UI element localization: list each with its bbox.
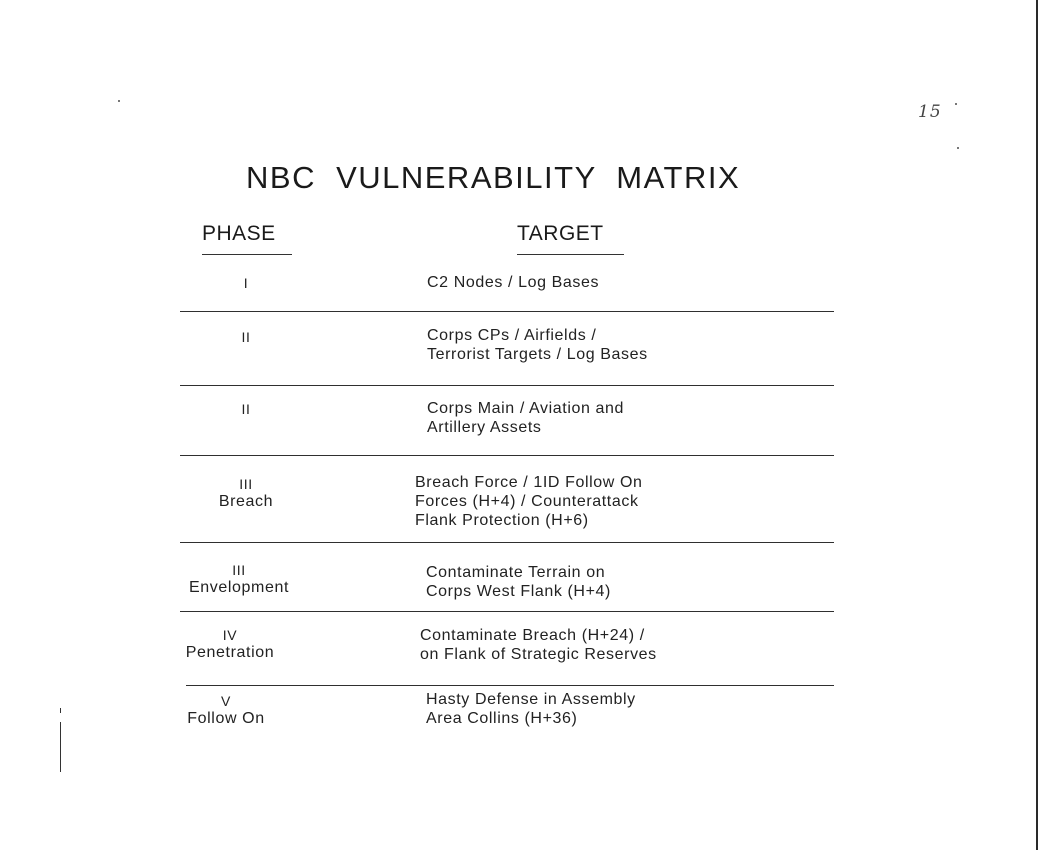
- target-line: Hasty Defense in Assembly: [426, 691, 636, 708]
- document-title: NBC VULNERABILITY MATRIX: [246, 160, 741, 195]
- phase-number: IV: [222, 627, 238, 643]
- scan-speck: [955, 103, 957, 105]
- phase-header-underline: [202, 254, 292, 255]
- phase-cell: [159, 561, 319, 597]
- column-header-phase: PHASE: [202, 222, 276, 245]
- phase-cell: [146, 692, 306, 728]
- target-cell: [427, 399, 624, 437]
- scan-speck: [957, 147, 959, 149]
- target-cell: [427, 326, 648, 364]
- phase-cell: [166, 475, 326, 511]
- target-line: Area Collins (H+36): [426, 710, 578, 727]
- target-line: Terrorist Targets / Log Bases: [427, 346, 648, 363]
- target-cell: [426, 563, 611, 601]
- scan-margin-mark: [60, 722, 61, 772]
- target-cell: [420, 626, 657, 664]
- row-divider: [180, 385, 834, 386]
- target-cell: [426, 690, 636, 728]
- target-line: Forces (H+4) / Counterattack: [415, 493, 639, 510]
- target-line: Corps Main / Aviation and: [427, 400, 625, 417]
- phase-number: II: [241, 329, 251, 345]
- phase-name: Envelopment: [189, 579, 289, 596]
- target-line: Corps CPs / Airfields /: [427, 327, 597, 344]
- target-line: Flank Protection (H+6): [415, 512, 589, 529]
- phase-cell: [166, 274, 326, 292]
- column-header-target: TARGET: [517, 222, 604, 245]
- phase-number: V: [221, 693, 231, 709]
- phase-number: III: [239, 476, 253, 492]
- row-divider: [180, 611, 834, 612]
- target-line: Contaminate Terrain on: [426, 564, 606, 581]
- target-line: Breach Force / 1ID Follow On: [415, 474, 643, 491]
- phase-cell: [166, 400, 326, 418]
- target-line: Artillery Assets: [427, 419, 542, 436]
- target-header-underline: [517, 254, 624, 255]
- target-line: Contaminate Breach (H+24) /: [420, 627, 645, 644]
- scan-speck: [118, 100, 120, 102]
- scan-margin-mark: [60, 708, 61, 713]
- phase-name: Penetration: [185, 644, 275, 661]
- row-divider: [180, 455, 834, 456]
- page-number: 15: [918, 102, 942, 122]
- phase-cell: [166, 328, 326, 346]
- phase-number: I: [243, 275, 249, 291]
- target-line: Corps West Flank (H+4): [426, 583, 611, 600]
- row-divider: [186, 685, 834, 686]
- phase-cell: [150, 626, 310, 662]
- phase-number: II: [241, 401, 251, 417]
- row-divider: [180, 311, 834, 312]
- target-line: C2 Nodes / Log Bases: [427, 274, 600, 291]
- target-cell: [415, 473, 643, 530]
- phase-name: Follow On: [187, 710, 265, 727]
- target-cell: [427, 273, 599, 292]
- target-line: on Flank of Strategic Reserves: [420, 646, 657, 663]
- scan-edge-line: [1036, 0, 1038, 850]
- row-divider: [180, 542, 834, 543]
- phase-name: Breach: [218, 493, 274, 510]
- phase-number: III: [232, 562, 246, 578]
